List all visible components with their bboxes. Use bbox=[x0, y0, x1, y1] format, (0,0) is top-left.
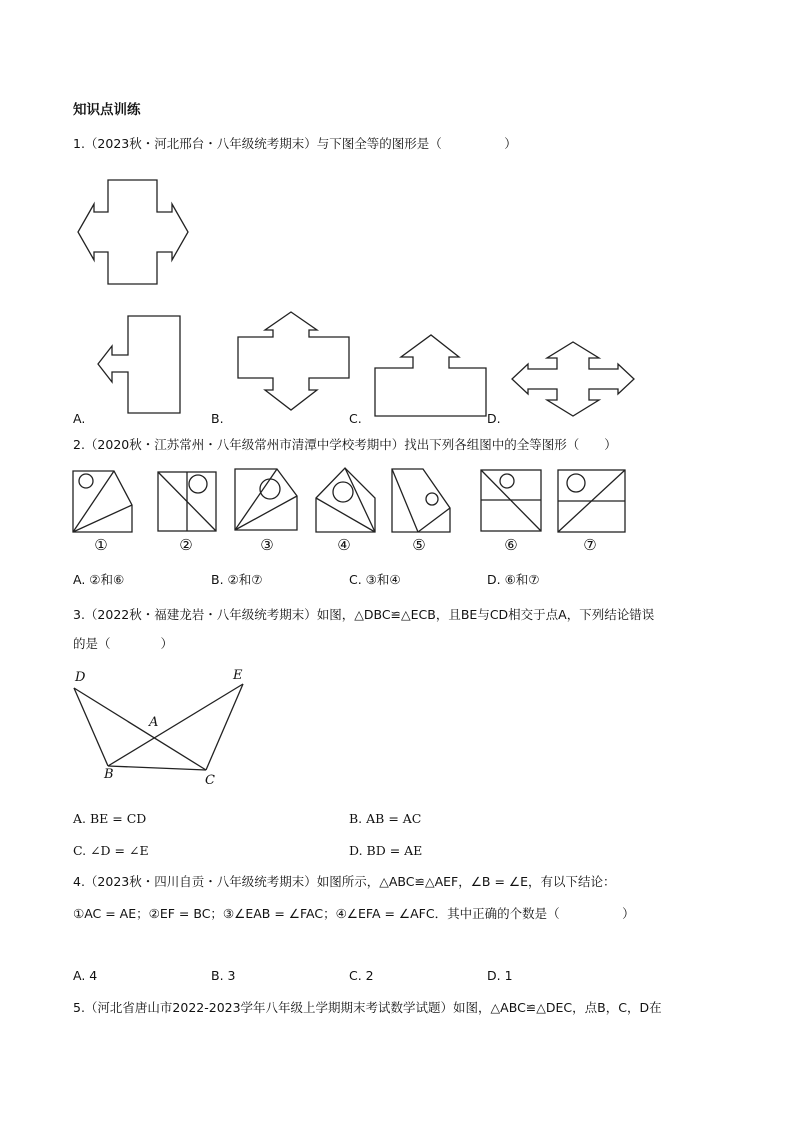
q4-stem-line1: 4.（2023秋・四川自贡・八年级统考期末）如图所示，△ABC≌△AEF，∠B = ∠E，有以下结论： bbox=[73, 874, 616, 889]
q4-stem-line2: ①AC = AE；②EF = BC；③∠EAB = ∠FAC；④∠EFA = ∠AFC．其中正确的个数是（ ） bbox=[73, 906, 635, 921]
q2-option-d[interactable]: D. ⑥和⑦ bbox=[487, 572, 540, 587]
q3-option-b[interactable]: B. AB = AC bbox=[349, 811, 422, 826]
q4-option-c[interactable]: C. 2 bbox=[349, 968, 374, 983]
q2-figure-2-label: ② bbox=[179, 536, 193, 554]
q3-point-e: E bbox=[233, 668, 243, 683]
q3-option-c[interactable]: C. ∠D = ∠E bbox=[73, 843, 149, 858]
q3-point-a: A bbox=[149, 715, 159, 730]
q2-stem: 2.（2020秋・江苏常州・八年级常州市清潭中学校考期中）找出下列各组图中的全等图形（ ） bbox=[73, 437, 617, 452]
q2-option-a[interactable]: A. ②和⑥ bbox=[73, 572, 125, 587]
q2-figure-7-label: ⑦ bbox=[583, 536, 597, 554]
q4-option-d[interactable]: D. 1 bbox=[487, 968, 513, 983]
q5-stem: 5.（河北省唐山市2022-2023学年八年级上学期期末考试数学试题）如图，△ABC≌△DEC，点B，C，D在 bbox=[73, 1000, 662, 1015]
q1-option-b[interactable]: B. bbox=[211, 411, 224, 426]
q2-figure-6-label: ⑥ bbox=[504, 536, 518, 554]
q3-stem-line1: 3.（2022秋・福建龙岩・八年级统考期末）如图，△DBC≌△ECB，且BE与CD相交于点A，下列结论错误 bbox=[73, 607, 655, 622]
q2-figure-4-label: ④ bbox=[337, 536, 351, 554]
q2-figure-3-label: ③ bbox=[260, 536, 274, 554]
q1-option-a[interactable]: A. bbox=[73, 411, 86, 426]
section-title: 知识点训练 bbox=[73, 102, 141, 118]
q3-point-c: C bbox=[205, 773, 215, 788]
q1-stem: 1.（2023秋・河北邢台・八年级统考期末）与下图全等的图形是（ ） bbox=[73, 136, 517, 151]
q3-option-a[interactable]: A. BE = CD bbox=[73, 811, 147, 826]
q4-option-b[interactable]: B. 3 bbox=[211, 968, 236, 983]
q2-figure-5-label: ⑤ bbox=[412, 536, 426, 554]
q2-figure-1-label: ① bbox=[94, 536, 108, 554]
q3-option-d[interactable]: D. BD = AE bbox=[349, 843, 423, 858]
q4-option-a[interactable]: A. 4 bbox=[73, 968, 98, 983]
q2-option-c[interactable]: C. ③和④ bbox=[349, 572, 401, 587]
q3-stem-line2: 的是（ ） bbox=[73, 636, 174, 651]
q2-option-b[interactable]: B. ②和⑦ bbox=[211, 572, 263, 587]
q1-option-c[interactable]: C. bbox=[349, 411, 362, 426]
q3-point-b: B bbox=[104, 767, 114, 782]
q3-point-d: D bbox=[75, 670, 86, 685]
q1-option-d[interactable]: D. bbox=[487, 411, 501, 426]
